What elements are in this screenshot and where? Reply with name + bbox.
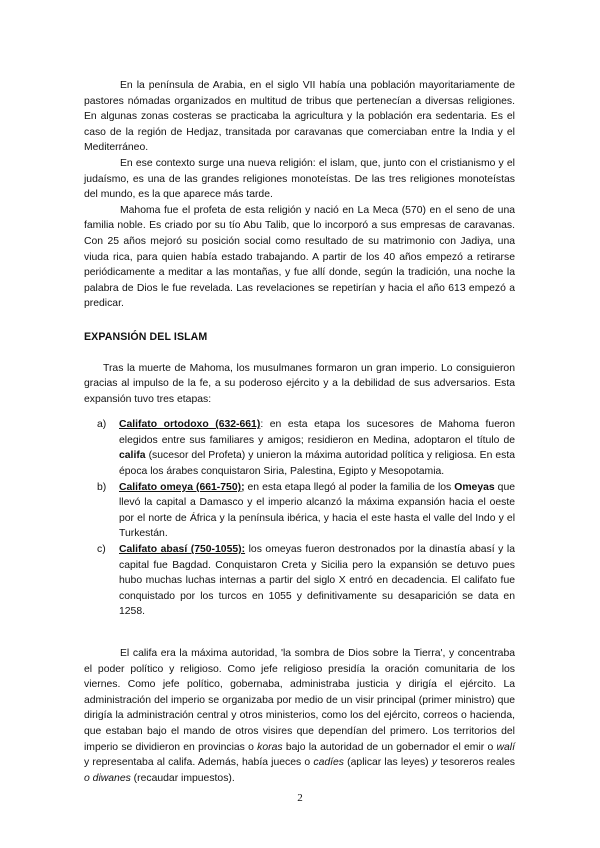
section-lead-paragraph: Tras la muerte de Mahoma, los musulmanes formaron un gran imperio. Lo consiguieron gracias al impulso de la fe, a su poderoso ejército y a la debilidad de sus adversarios. Esta expansión tuvo tres etapas: <box>84 362 515 405</box>
stage-text-part: en esta etapa los sucesores de Mahoma fueron elegidos entre sus familiares y amigos; residieron en Medina, adoptaron el título de <box>119 419 515 446</box>
stage-title: Califato ortodoxo (632-661) <box>119 419 261 431</box>
intro-paragraph-1: En la península de Arabia, en el siglo VII había una población mayoritariamente de pastores nómadas organizados en multitud de tribus que pertenecían a diversas religiones. En algunas zonas costeras se practicaba la agricultura y la población era sedentaria. Es el caso de la región de Hedjaz, transitada por caravanas que comerciaban entre la India y el Mediterráneo. <box>84 80 515 154</box>
italic-word: y <box>431 757 438 769</box>
stage-text <box>119 542 515 620</box>
stage-item-b <box>84 480 515 542</box>
term-diwanes: diwanes <box>92 772 131 784</box>
stage-marker: a) <box>97 419 107 431</box>
califa-text: (recaudar impuestos). <box>130 772 235 784</box>
stage-bold-term: Omeyas <box>454 481 495 493</box>
stage-bold-term: califa <box>119 450 146 462</box>
stages-list <box>84 417 515 620</box>
stage-text-part: que llevó la capital a Damasco y el imperio alcanzó la máxima expansión hacia el oeste por el norte de África y la península ibérica, y hacia el este hasta el valle del Indo y el Turkestán. <box>119 481 516 540</box>
califa-text: y representaba al califa. Además, había jueces o <box>84 757 314 769</box>
stage-item-a <box>84 417 515 479</box>
stage-marker: b) <box>97 481 107 493</box>
stage-item-c <box>84 542 515 620</box>
stage-text-part: (sucesor del Profeta) y unieron la máxima autoridad política y religiosa. En esta época los árabes conquistaron Siria, Palestina, Egipto y Mesopotamia. <box>119 450 515 478</box>
term-wali: walí <box>496 741 515 753</box>
section-heading: EXPANSIÓN DEL ISLAM <box>84 330 208 343</box>
stage-marker: c) <box>97 544 106 556</box>
term-cadies: cadíes <box>313 757 344 769</box>
intro-paragraph-3: Mahoma fue el profeta de esta religión y nació en La Meca (570) en el seno de una familia noble. Es criado por su tío Abu Talib, que lo incorporó a sus empresas de caravanas. Con 25 años mejoró su posición social como resultado de su matrimonio con Jadiya, una viuda rica, para quien había estado trabajando. A partir de los 40 años empezó a retirarse periódicamente a meditar a las montañas, y fue allí donde, según la tradición, una noche la palabra de Dios le fue revelada. Las revelaciones se repetirían y hacia el año 613 empezó a predicar. <box>84 204 515 310</box>
page-content <box>84 78 515 786</box>
califa-text: bajo la autoridad de un gobernador el emir o <box>282 741 497 753</box>
stage-text-part: en esta etapa llegó al poder la familia de los <box>247 481 455 493</box>
stage-title: Califato omeya (661-750); <box>119 481 245 493</box>
stage-text-part: los omeyas fueron destronados por la dinastía abasí y la capital fue Bagdad. Conquistaron Creta y Sicilia pero la expansión se detuvo pues hubo muchas luchas internas a partir del siglo X entró en decadencia. El califato fue conquistado por los turcos en 1055 y definitivamente su desaparición se data en 1258. <box>119 544 516 618</box>
term-koras: koras <box>257 741 283 753</box>
stage-text <box>119 480 515 542</box>
califa-text: tesoreros reales <box>437 757 515 769</box>
stage-separator: : <box>260 419 270 431</box>
stage-title: Califato abasí (750-1055): <box>119 544 246 556</box>
califa-paragraph <box>84 646 515 786</box>
page-number: 2 <box>297 792 303 804</box>
stage-text <box>119 417 515 479</box>
califa-text: (aplicar las leyes) <box>344 757 432 769</box>
califa-text: El califa era la máxima autoridad, 'la sombra de Dios sobre la Tierra', y concentraba el poder político y religioso. Como jefe religioso presidía la oración comunitaria de los viernes. Como jefe político, gobernaba, administraba justicia y dirigía el ejército. La administración del imperio se organizaba por medio de un visir principal (primer ministro) que dirigía la administración central y otros ministerios, como los del ejército, correos o hacienda, que estaban bajo el mando de otros visires que dependían del primero. Los territorios del imperio se dividieron en provincias o <box>84 648 515 753</box>
italic-word: o <box>84 772 90 784</box>
intro-paragraph-2: En ese contexto surge una nueva religión: el islam, que, junto con el cristianismo y el judaísmo, es una de las grandes religiones monoteístas. De las tres religiones monoteístas del mundo, es la que aparece más tarde. <box>84 157 515 201</box>
